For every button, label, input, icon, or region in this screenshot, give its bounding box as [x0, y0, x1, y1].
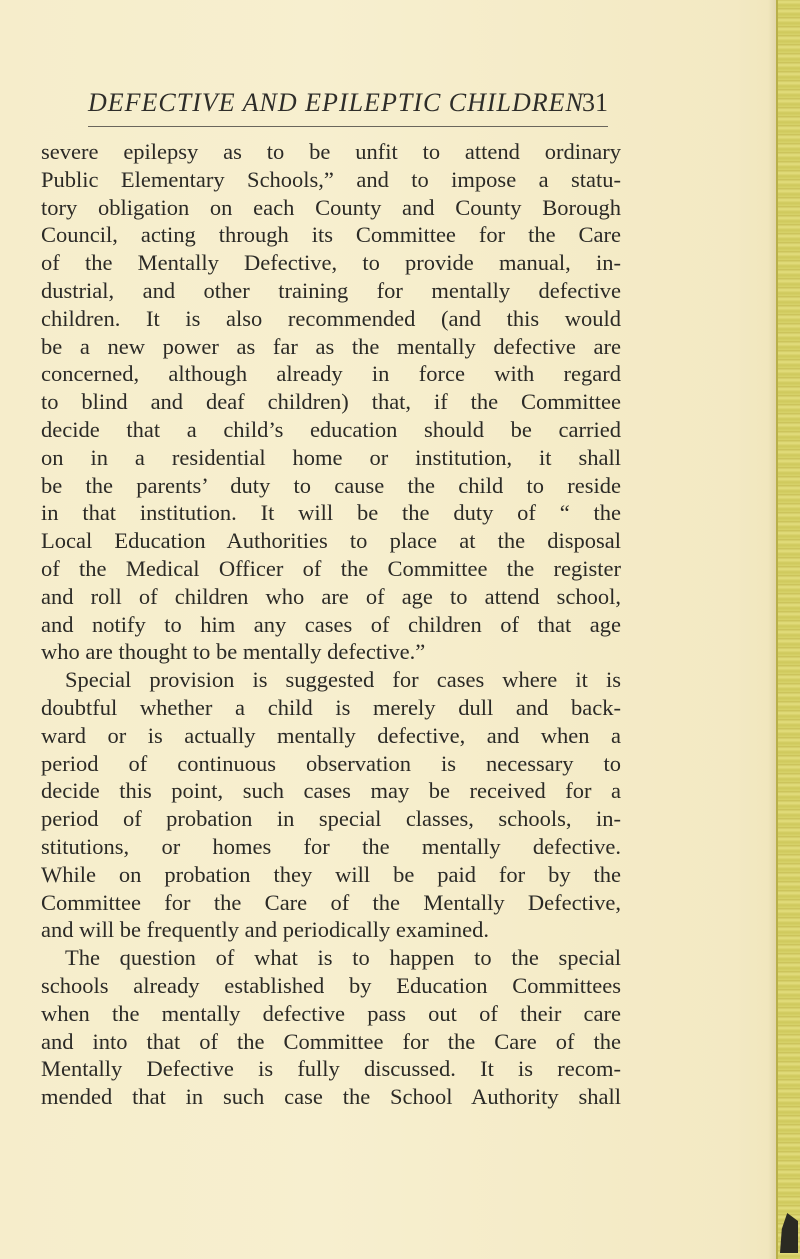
book-binding-edge: [776, 0, 800, 1259]
page-number: 31: [582, 88, 608, 117]
text-line: period of probation in special classes, schools, in-: [41, 806, 621, 832]
text-line: concerned, although already in force with regard: [41, 361, 621, 387]
text-line: Public Elementary Schools,” and to impose a statu-: [41, 166, 621, 192]
text-line: decide this point, such cases may be received for a: [41, 778, 621, 804]
text-line-paragraph-start: Special provision is suggested for cases where it is: [65, 667, 621, 693]
text-line: mended that in such case the School Authority shall: [41, 1084, 621, 1110]
text-line: be the parents’ duty to cause the child to reside: [41, 472, 621, 498]
text-line: of the Mentally Defective, to provide manual, in-: [41, 250, 621, 276]
text-line: and notify to him any cases of children of that age: [41, 611, 621, 637]
text-line: when the mentally defective pass out of their care: [41, 1000, 621, 1026]
text-line: decide that a child’s education should be carried: [41, 416, 621, 442]
text-line: schools already established by Education Committees: [41, 972, 621, 998]
text-line: and will be frequently and periodically examined.: [41, 917, 489, 943]
running-header: [88, 88, 608, 127]
text-line: period of continuous observation is necessary to: [41, 750, 621, 776]
text-line: Mentally Defective is fully discussed. It is recom-: [41, 1056, 621, 1082]
text-line: on in a residential home or institution, it shall: [41, 444, 621, 470]
running-head-title: DEFECTIVE AND EPILEPTIC CHILDREN: [88, 88, 584, 117]
text-line-paragraph-start: The question of what is to happen to the special: [65, 945, 621, 971]
text-line: in that institution. It will be the duty of “ the: [41, 500, 621, 526]
text-line: and roll of children who are of age to attend school,: [41, 583, 621, 609]
text-line: severe epilepsy as to be unfit to attend ordinary: [41, 139, 621, 164]
text-line: While on probation they will be paid for by the: [41, 861, 621, 887]
text-line: stitutions, or homes for the mentally defective.: [41, 833, 621, 859]
text-line: dustrial, and other training for mentally defective: [41, 277, 621, 303]
text-line: be a new power as far as the mentally defective are: [41, 333, 621, 359]
text-line: Committee for the Care of the Mentally Defective,: [41, 889, 621, 915]
text-line: to blind and deaf children) that, if the Committee: [41, 389, 621, 415]
text-line: doubtful whether a child is merely dull and back-: [41, 694, 621, 720]
text-line: who are thought to be mentally defective.”: [41, 639, 426, 665]
text-line: of the Medical Officer of the Committee the register: [41, 555, 621, 581]
body-text: [41, 138, 621, 1111]
text-line: children. It is also recommended (and this would: [41, 305, 621, 331]
text-line: Local Education Authorities to place at the disposal: [41, 528, 621, 554]
text-line: tory obligation on each County and County Borough: [41, 194, 621, 220]
text-line: ward or is actually mentally defective, and when a: [41, 722, 621, 748]
text-line: and into that of the Committee for the Care of the: [41, 1028, 621, 1054]
text-line: Council, acting through its Committee for the Care: [41, 222, 621, 248]
